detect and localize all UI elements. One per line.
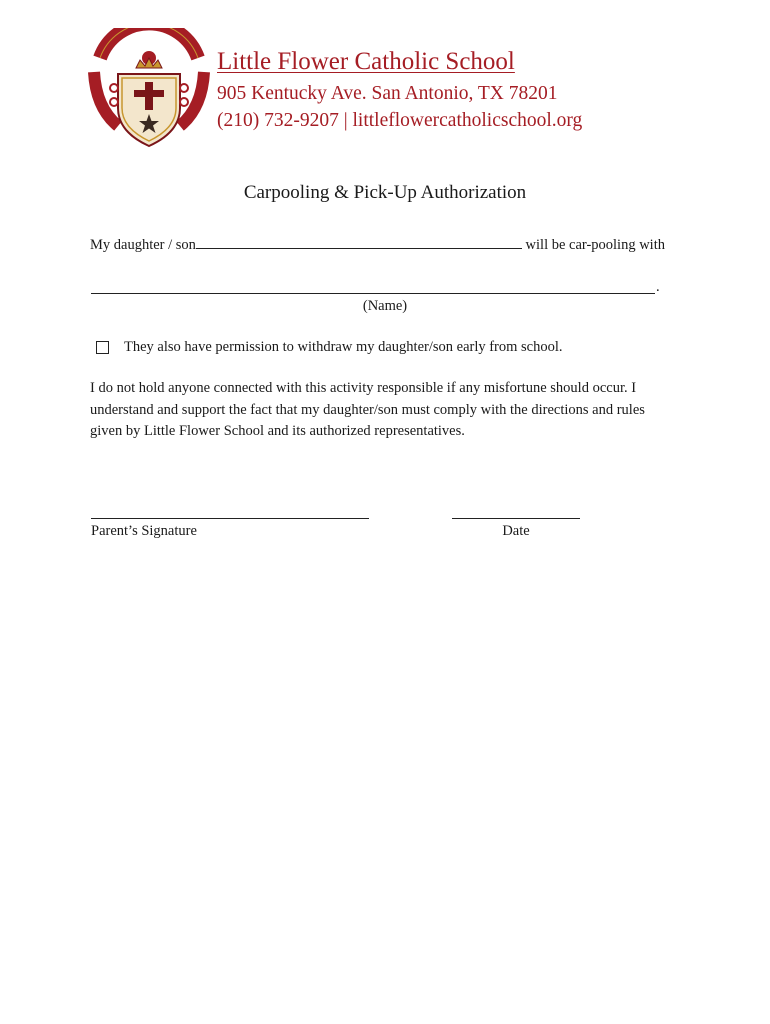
- date-label: Date: [502, 523, 530, 539]
- carpool-statement: [90, 236, 665, 254]
- form-title: Carpooling & Pick-Up Authorization: [243, 182, 527, 203]
- name-period: .: [656, 279, 660, 295]
- early-withdraw-checkbox[interactable]: [96, 341, 109, 354]
- signature-label: Parent’s Signature: [91, 523, 197, 539]
- school-name: Little Flower Catholic School: [217, 48, 515, 75]
- school-crest-icon: [88, 28, 210, 152]
- child-name-field[interactable]: [196, 236, 522, 249]
- date-field[interactable]: [452, 518, 580, 519]
- school-contact: (210) 732-9207 | littleflowercatholicschool.org: [217, 110, 583, 131]
- school-address: 905 Kentucky Ave. San Antonio, TX 78201: [217, 83, 558, 104]
- signature-field[interactable]: [91, 518, 369, 519]
- carpool-name-field[interactable]: [91, 283, 655, 294]
- early-withdraw-label: They also have permission to withdraw my daughter/son early from school.: [124, 339, 563, 355]
- line1-prefix: My daughter / son: [90, 237, 196, 253]
- liability-paragraph: I do not hold anyone connected with this activity responsible if any misfortune should occur. I understand and support the fact that my daughter/son must comply with the directions and rules given by Little Flower School and its authorized representatives.: [90, 380, 645, 439]
- line1-suffix: will be car-pooling with: [525, 237, 665, 253]
- name-caption: (Name): [362, 298, 408, 314]
